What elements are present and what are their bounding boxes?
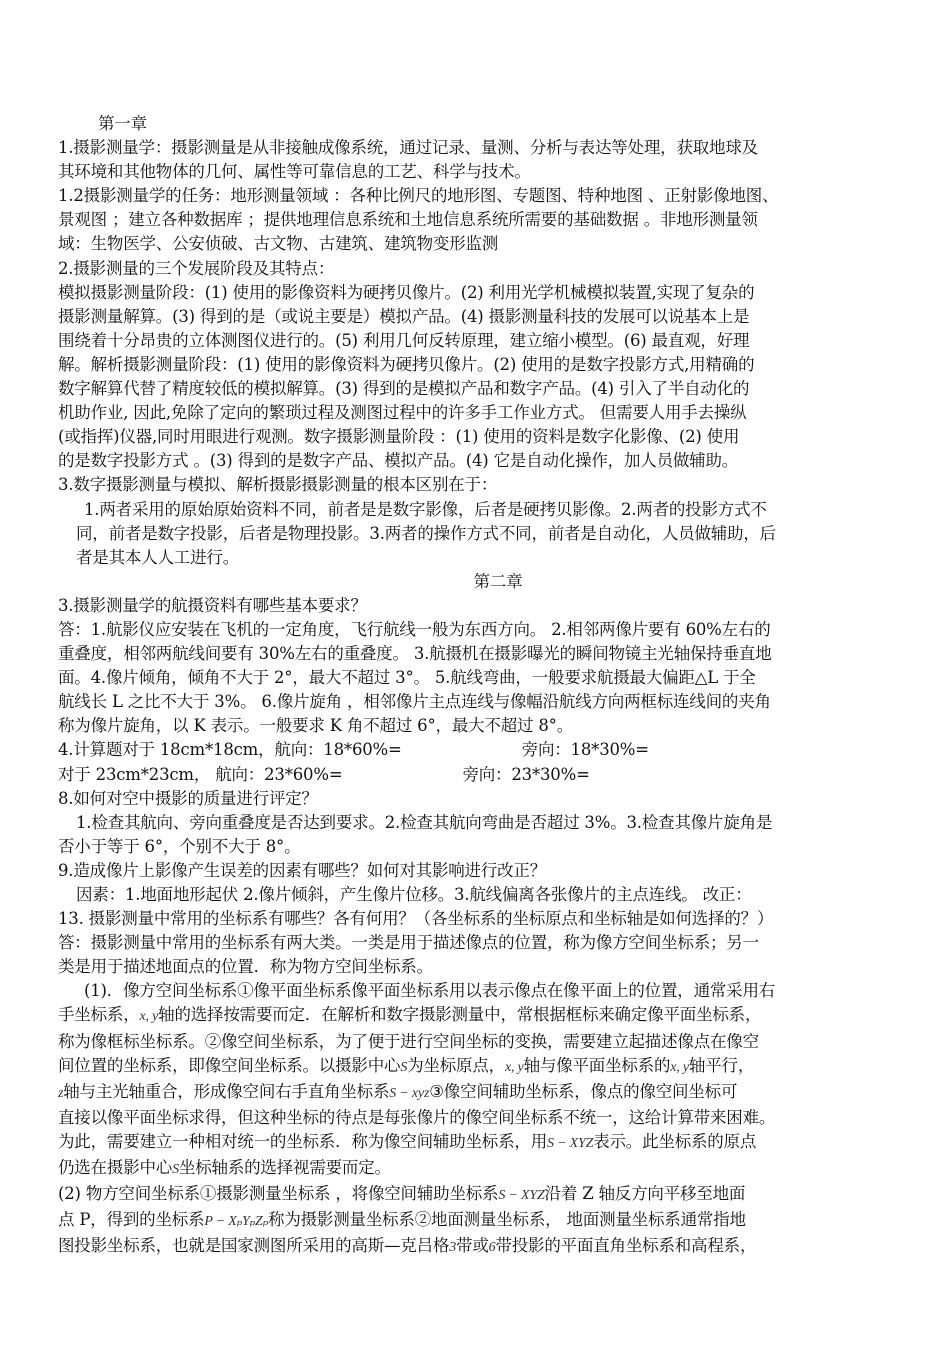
text-line: 景观图 ；建立各种数据库 ；提供地理信息系统和土地信息系统所需要的基础数据 。非地形测量领 [58,210,758,230]
text-line: 围绕着十分昂贵的立体测图仪进行的。(5) 利用几何反转原理，建立缩小模型。(6) 最直观，好理 [58,330,750,350]
math-symbol: S [172,1162,179,1178]
math-symbol: x, y [670,1059,689,1075]
math-symbol: z [58,1085,64,1101]
text-line: 面。4.像片倾角，倾角不大于 2°，最大不超过 3°。 5.航线弯曲，一般要求航摄最大偏距△L 于全 [58,668,756,688]
text-line: 4.计算题对于 18cm*18cm，航向：18*60%= 旁向：18*30%= [58,740,649,760]
text-line: 域：生物医学、公安侦破、古文物、古建筑、建筑物变形监测 [58,234,499,254]
text-line: 类是用于描述地面点的位置．称为物方空间坐标系。 [58,957,433,977]
text-line: 1.两者采用的原始原始资料不同，前者是是数字影像，后者是硬拷贝影像。2.两者的投影方式不 [84,499,767,519]
text-line: 航线长 L 之比不大于 3%。 6.像片旋角 ，相邻像片主点连线与像幅沿航线方向两框标连线间的夹角 [58,692,771,712]
text-line: 模拟摄影测量阶段：(1) 使用的影像资料为硬拷贝像片。(2) 利用光学机械模拟装置,实现了复杂的 [58,282,755,302]
text-line: 图投影坐标系，也就是国家测图所采用的高斯—克吕格3带或6带投影的平面直角坐标系和高程系， [58,1236,757,1256]
chapter-1-title: 第一章 [98,114,147,133]
text-line: 3.摄影测量学的航摄资料有哪些基本要求？ [58,595,367,615]
text-line: 1.检查其航向、旁向重叠度是否达到要求。2.检查其航向弯曲是否超过 3%。3.检查其像片旋角是 [76,812,773,832]
text-line: 机助作业, 因此,免除了定向的繁琐过程及测图过程中的许多手工作业方式。 但需要人用手去操纵 [58,403,747,423]
text-line: 因素：1.地面地形起伏 2.像片倾斜，产生像片位移。3.航线偏离各张像片的主点连线。 改正： [76,885,752,904]
text-line: 摄影测量解算。(3) 得到的是（或说主要是）模拟产品。(4) 摄影测量科技的发展可以说基本上是 [58,306,750,326]
text-line: 称为像框标坐标系。②像空间坐标系，为了便于进行空间坐标的变换，需要建立起描述像点在像空 [58,1031,759,1051]
math-symbol: S − XYZ [498,1188,545,1204]
text-line: 答：1.航影仪应安装在飞机的一定角度，飞行航线一般为东西方向。 2.相邻两像片要有 60%左右的 [58,619,771,639]
text-line: 同，前者是数字投影，后者是物理投影。3.两者的操作方式不同，前者是自动化，人员做辅助，后 [76,523,776,543]
math-symbol: 3 [449,1240,457,1256]
math-symbol: S − XYZ [547,1135,594,1151]
text-line: (1)．像方空间坐标系①像平面坐标系像平面坐标系用以表示像点在像平面上的位置，通常采用右 [84,981,776,1001]
text-line: (2) 物方空间坐标系①摄影测量坐标系 ，将像空间辅助坐标系S − XYZ沿着 Z 轴反方向平移至地面 [58,1184,746,1204]
text-line: 数字解算代替了精度较低的模拟解算。(3) 得到的是模拟产品和数字产品。(4) 引入了半自动化的 [58,379,750,399]
text-line: 9.造成像片上影像产生误差的因素有哪些？如何对其影响进行改正？ [58,860,547,880]
text-line: 2.摄影测量的三个发展阶段及其特点： [58,258,335,278]
text-line: 3.数字摄影测量与模拟、解析摄影摄影测量的根本区别在于： [58,475,498,495]
math-symbol: P − XₚYₚZₚ [204,1214,269,1230]
document-page [58,112,898,1260]
text-line: (或指挥)仪器,同时用眼进行观测。数字摄影测量阶段 ：(1) 使用的资料是数字化影像、(2) 使用 [58,427,740,447]
text-line: 的是数字投影方式 。(3) 得到的是数字产品、模拟产品。(4) 它是自动化操作，加人员做辅助。 [58,451,739,471]
text-line: 8.如何对空中摄影的质量进行评定？ [58,788,318,808]
text-line: 点 P，得到的坐标系P − XₚYₚZₚ称为摄影测量坐标系②地面测量坐标系， 地面测量坐标系通常指地 [58,1210,746,1230]
text-line: 重叠度，相邻两航线间要有 30%左右的重叠度。 3.航摄机在摄影曝光的瞬间物镜主光轴保持垂直地 [58,644,772,664]
text-line: 解。解析摄影测量阶段：(1) 使用的影像资料为硬拷贝像片。(2) 使用的是数字投影方式,用精确的 [58,354,755,374]
math-symbol: x, y [139,1009,159,1025]
math-symbol: S − xyz [389,1085,430,1101]
text-line: z轴与主光轴重合，形成像空间右手直角坐标系S − xyz③像空间辅助坐标系，像点的像空间坐标可 [58,1081,738,1101]
text-line: 1.2摄影测量学的任务：地形测量领域 ：各种比例尺的地形图、专题图、特种地图 、正射影像地图、 [58,186,779,206]
math-symbol: x, y [504,1059,524,1075]
chapter-2-title: 第二章 [473,571,523,591]
text-line: 为此，需要建立一种相对统一的坐标系．称为像空间辅助坐标系，用S − XYZ表示。此坐标系的原点 [58,1131,757,1151]
text-line: 称为像片旋角，以 K 表示。一般要求 K 角不超过 6°，最大不超过 8°。 [58,716,574,736]
math-symbol: 6 [488,1240,496,1256]
text-line: 仍选在摄影中心S坐标轴系的选择视需要而定。 [58,1158,391,1178]
text-line: 直接以像平面坐标求得，但这种坐标的待点是每张像片的像空间坐标系不统一，这给计算带来困难。 [58,1107,776,1127]
text-line: 答：摄影测量中常用的坐标系有两大类。一类是用于描述像点的位置，称为像方空间坐标系；另一 [58,933,759,953]
text-line: 其环境和其他物体的几何、属性等可靠信息的工艺、科学与技术。 [58,162,531,182]
text-line: 13. 摄影测量中常用的坐标系有哪些？各有何用？（各坐标系的坐标原点和坐标轴是如何选择的？） [58,909,774,929]
math-symbol: S [400,1059,408,1075]
text-line: 间位置的坐标系，即像空间坐标系。以摄影中心S为坐标原点，x, y轴与像平面坐标系的x, y轴平行， [58,1055,755,1075]
text-line: 者是其本人人工进行。 [76,547,240,567]
text-line: 手坐标系，x, y轴的选择按需要而定．在解析和数字摄影测量中，常根据框标来确定像平面坐标系， [58,1005,762,1025]
text-line: 对于 23cm*23cm， 航向：23*60%= 旁向：23*30%= [58,764,590,784]
text-line: 否小于等于 6°，个别不大于 8°。 [58,836,301,856]
text-line: 1.摄影测量学：摄影测量是从非接触成像系统，通过记录、量测、分析与表达等处理，获取地球及 [58,138,758,158]
